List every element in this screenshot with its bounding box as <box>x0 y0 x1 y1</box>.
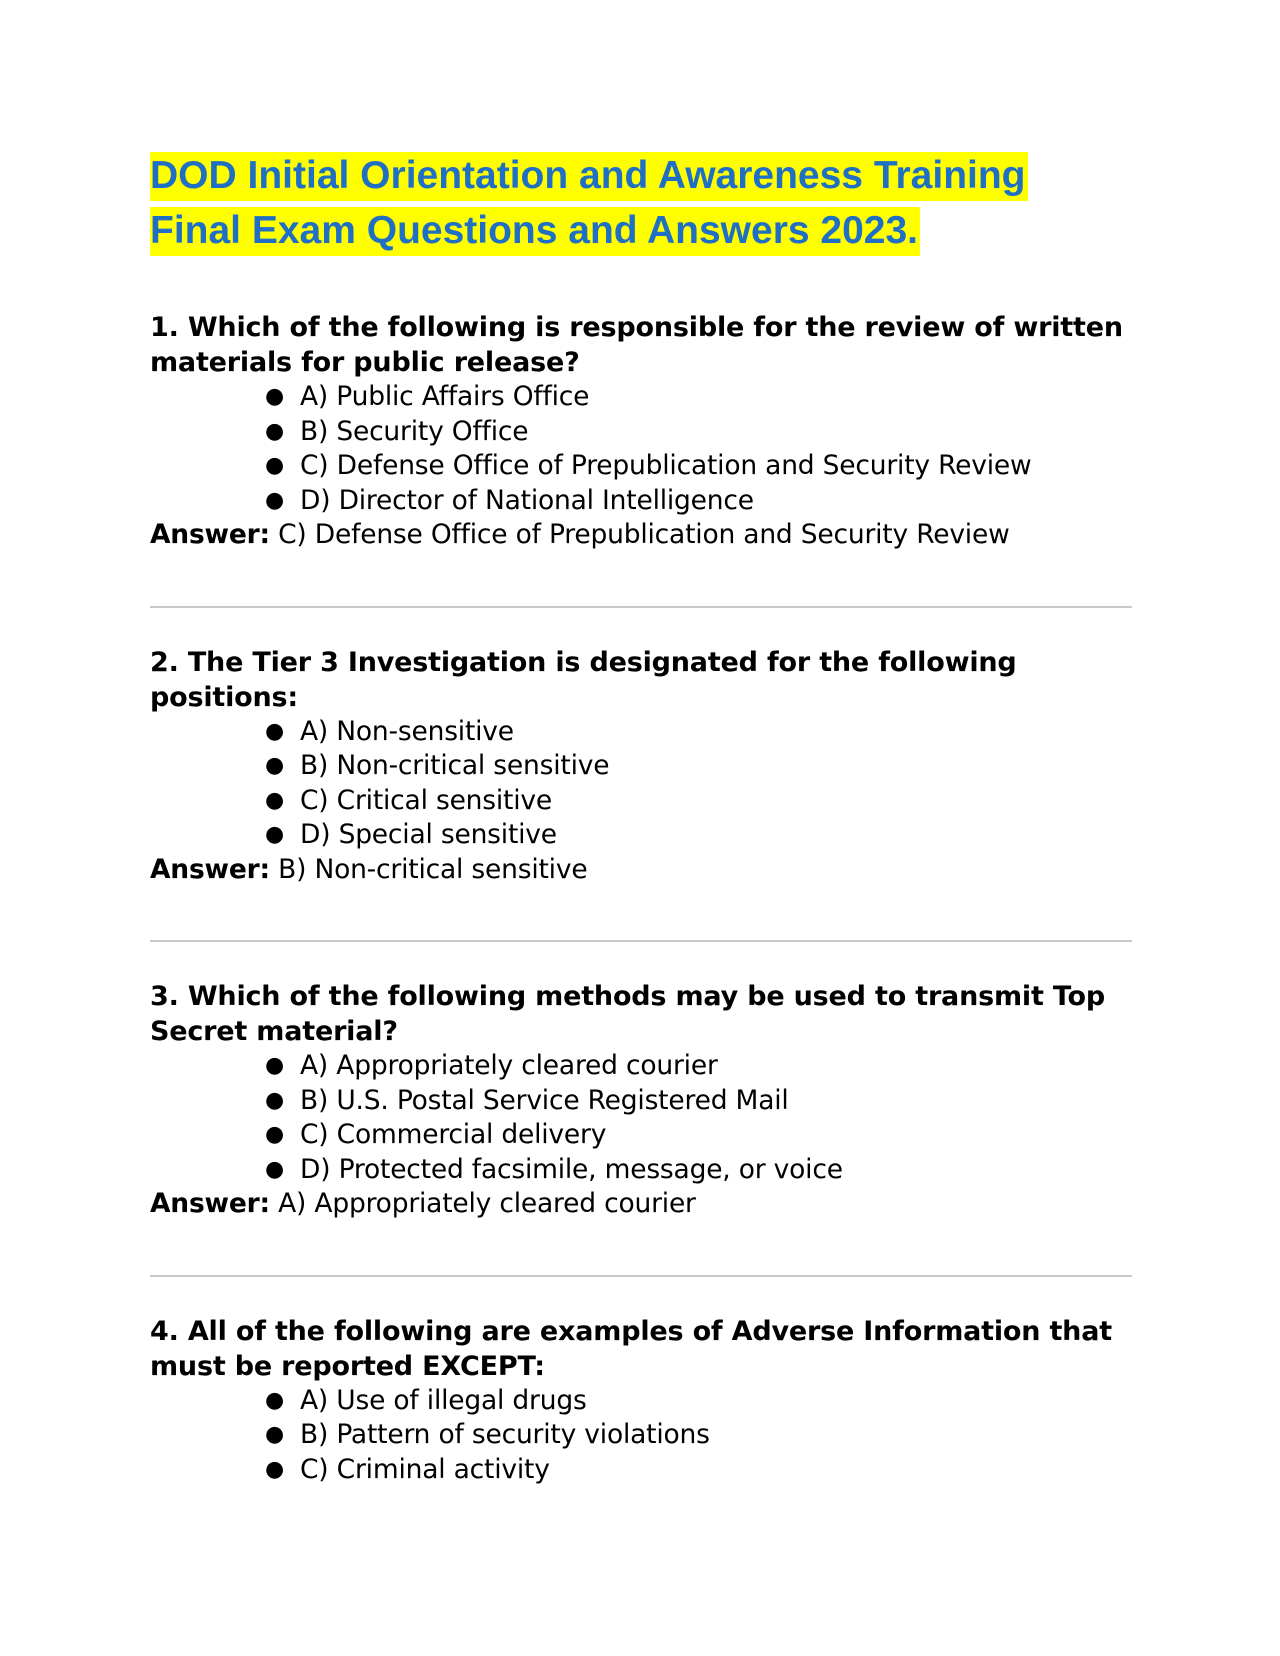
question-3-text: 3. Which of the following methods may be used to transmit Top Secret material? <box>150 981 1105 1047</box>
bullet-icon: ● <box>265 753 284 778</box>
bullet-icon: ● <box>265 1053 284 1078</box>
question-1-options <box>150 380 1130 518</box>
bullet-icon: ● <box>265 1422 284 1447</box>
bullet-icon: ● <box>265 1456 284 1482</box>
bullet-icon: ● <box>265 1156 284 1182</box>
bullet-icon: ● <box>265 418 284 444</box>
document-title <box>150 148 1130 258</box>
divider <box>150 1275 1132 1277</box>
option-item <box>265 484 1130 519</box>
option-text: D) Special sensitive <box>300 819 557 850</box>
bullet-icon: ● <box>265 487 284 513</box>
question-1 <box>150 310 1130 553</box>
option-item <box>265 1049 1130 1084</box>
option-item <box>265 415 1130 450</box>
question-1-answer <box>150 518 1130 553</box>
option-item <box>265 715 1130 750</box>
option-item <box>265 1384 1130 1419</box>
option-item <box>265 1453 1130 1488</box>
option-text: A) Use of illegal drugs <box>300 1384 587 1416</box>
divider <box>150 606 1132 608</box>
answer-text: C) Defense Office of Prepublication and Security Review <box>278 519 1010 550</box>
document-page <box>150 148 1130 1487</box>
answer-text: B) Non-critical sensitive <box>278 853 588 885</box>
question-4-options <box>150 1384 1130 1488</box>
bullet-icon: ● <box>265 1087 284 1113</box>
bullet-icon: ● <box>265 1387 284 1413</box>
title-line-1: DOD Initial Orientation and Awareness Training <box>150 152 1028 201</box>
option-text: B) Security Office <box>300 415 529 447</box>
question-1-text: 1. Which of the following is responsible for the review of written materials for public release? <box>150 312 1123 378</box>
option-item <box>265 1118 1130 1153</box>
answer-text: A) Appropriately cleared courier <box>278 1188 696 1219</box>
option-text: C) Critical sensitive <box>300 784 552 816</box>
option-item <box>265 1084 1130 1119</box>
option-text: A) Non-sensitive <box>300 715 514 747</box>
option-text: A) Appropriately cleared courier <box>300 1050 718 1081</box>
bullet-icon: ● <box>265 453 284 478</box>
question-3 <box>150 979 1130 1222</box>
option-text: D) Director of National Intelligence <box>300 484 754 516</box>
bullet-icon: ● <box>265 1122 284 1147</box>
bullet-icon: ● <box>265 822 284 847</box>
answer-label: Answer: <box>150 853 270 885</box>
question-2-text: 2. The Tier 3 Investigation is designated for the following positions: <box>150 646 1017 713</box>
bullet-icon: ● <box>265 718 284 744</box>
question-4 <box>150 1314 1130 1488</box>
option-text: B) Pattern of security violations <box>300 1419 710 1450</box>
question-2-options <box>150 715 1130 853</box>
option-text: D) Protected facsimile, message, or voice <box>300 1153 843 1185</box>
option-item <box>265 380 1130 415</box>
bullet-icon: ● <box>265 384 284 409</box>
question-4-text: 4. All of the following are examples of Adverse Information that must be reported EXCEPT: <box>150 1315 1112 1382</box>
option-item <box>265 449 1130 484</box>
question-3-answer <box>150 1187 1130 1222</box>
question-3-options <box>150 1049 1130 1187</box>
question-2-answer <box>150 853 1130 888</box>
answer-label: Answer: <box>150 1188 270 1219</box>
option-text: A) Public Affairs Office <box>300 381 590 412</box>
option-text: C) Criminal activity <box>300 1453 550 1485</box>
option-text: C) Defense Office of Prepublication and Security Review <box>300 450 1032 481</box>
option-item <box>265 749 1130 784</box>
title-line-2: Final Exam Questions and Answers 2023. <box>150 207 920 256</box>
question-2 <box>150 645 1130 888</box>
option-text: B) U.S. Postal Service Registered Mail <box>300 1084 789 1116</box>
answer-label: Answer: <box>150 519 270 550</box>
option-item <box>265 1418 1130 1453</box>
bullet-icon: ● <box>265 787 284 813</box>
option-item <box>265 818 1130 853</box>
option-item <box>265 1153 1130 1188</box>
divider <box>150 940 1132 942</box>
option-text: B) Non-critical sensitive <box>300 750 610 781</box>
option-text: C) Commercial delivery <box>300 1119 607 1150</box>
option-item <box>265 784 1130 819</box>
